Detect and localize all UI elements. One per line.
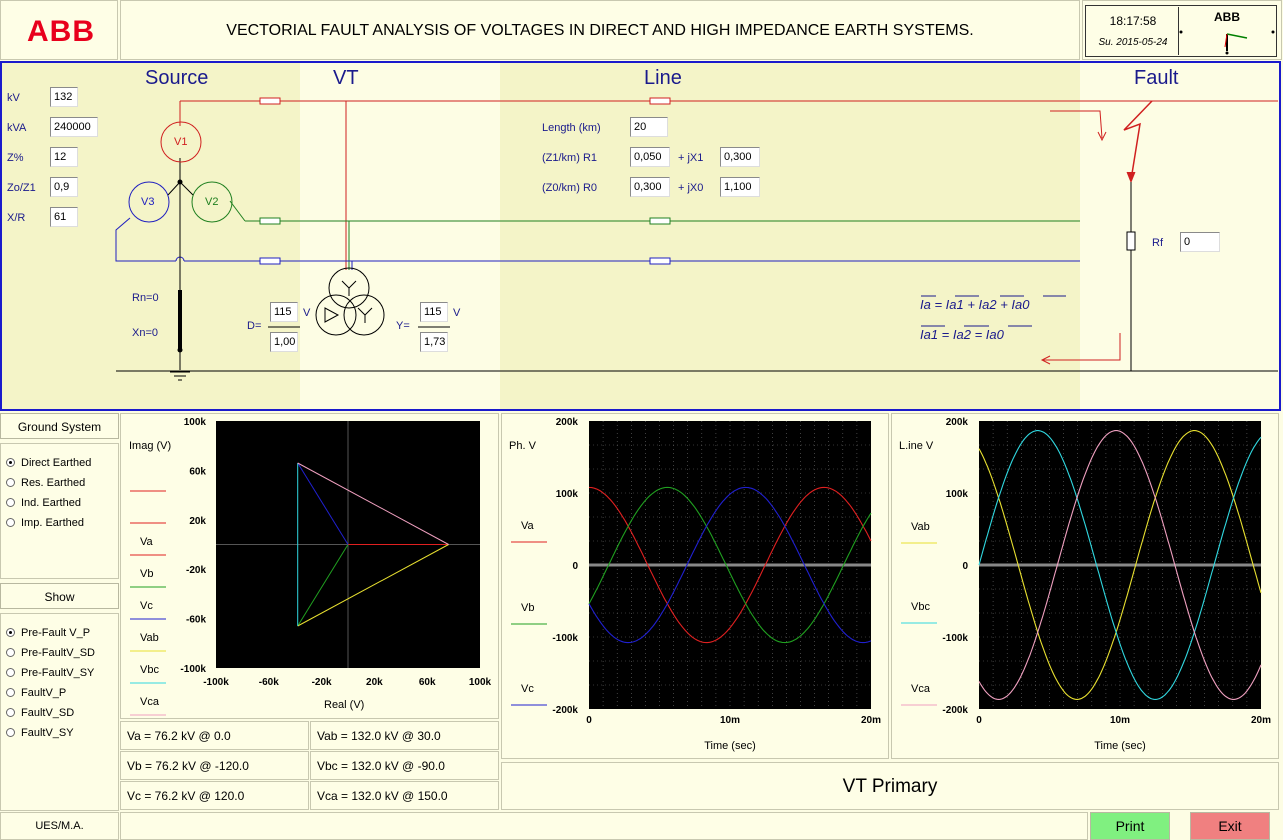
vt-y-label: Y= [396,320,410,332]
radio-label: Pre-Fault V_P [21,627,91,639]
line-length-label: Length (km) [542,122,601,134]
jx0-label: + jX0 [678,182,704,194]
legend-label-vca: Vca [140,696,159,708]
radio-dot [6,728,15,737]
radio-label: FaultV_SY [21,727,74,739]
readout-vb: Vb = 76.2 kV @ -120.0 [120,751,309,780]
wave-ytick-label: 0 [572,561,578,572]
ground-system-header: Ground System [0,413,119,439]
print-button[interactable]: Print [1090,812,1170,840]
current-equation-1: Ia = Ia1 + Ia2 + Ia0 [920,297,1030,312]
wave-legend-label-vab: Vab [911,521,930,533]
radio-dot [6,498,15,507]
legend-label-vbc: Vbc [140,664,159,676]
wave-legend-label-vc: Vc [521,683,534,695]
kv-input[interactable]: 132 [50,87,78,107]
radio-prefault-vsd[interactable] [6,647,95,659]
radio-label: Pre-FaultV_SD [21,647,95,659]
radio-fault-vp[interactable] [6,687,66,699]
credit-label: UES/M.A. [35,820,84,832]
legend-label-va: Va [140,536,153,548]
kva-input[interactable]: 240000 [50,117,98,137]
wave-ylabel: Ph. V [509,440,536,452]
legend-label-vb: Vb [140,568,154,580]
radio-fault-vsy[interactable] [6,727,74,739]
wave-ytick-label: 0 [962,561,968,572]
radio-dot [6,688,15,697]
vt-y-denominator-input[interactable]: 1,73 [420,332,448,352]
wave-xlabel: Time (sec) [704,740,756,752]
wave-legend-label-vbc: Vbc [911,601,930,613]
phasor-ytick-label: -100k [180,664,206,675]
legend-label-vc: Vc [140,600,153,612]
radio-dot [6,628,15,637]
phasor-xtick-label: 60k [418,677,436,688]
phasor-xtick-label: 100k [468,677,492,688]
wave-ytick-label: 100k [555,489,578,500]
readout-vbc: Vbc = 132.0 kV @ -90.0 [310,751,499,780]
radio-dot [6,518,15,527]
vt-y-unit: V [453,307,461,319]
radio-label: Pre-FaultV_SY [21,667,95,679]
time-display: 18:17:58 [1109,14,1157,28]
wave-ytick-label: 100k [945,489,968,500]
readout-vc: Vc = 76.2 kV @ 120.0 [120,781,309,810]
line-z1-label: (Z1/km) R1 [542,152,597,164]
generator-v1: V1 [174,136,188,148]
vt-y-numerator-input[interactable]: 115 [420,302,448,322]
phasor-xtick-label: -20k [311,677,332,688]
vt-d-numerator-input[interactable]: 115 [270,302,298,322]
section-line-title: Line [644,67,682,89]
param-label-kv: kV [7,92,20,104]
radio-label: Res. Earthed [21,477,86,489]
xn-label: Xn=0 [132,327,158,339]
radio-dot [6,708,15,717]
param-label-zo-z1: Zo/Z1 [7,182,36,194]
radio-fault-vsd[interactable] [6,707,74,719]
wave-xtick-label: 0 [976,715,982,726]
section-fault-title: Fault [1134,67,1179,89]
page-title: VECTORIAL FAULT ANALYSIS OF VOLTAGES IN DIRECT AND HIGH IMPEDANCE EARTH SYSTEMS. [226,22,974,39]
wave-ylabel: L.ine V [899,440,934,452]
phase-voltage-chart [501,413,889,759]
abb-logo: ABB [27,15,95,48]
radio-dot [6,668,15,677]
radio-prefault-vsy[interactable] [6,667,94,679]
r0-input[interactable]: 0,300 [630,177,670,197]
phasor-ytick-label: 20k [189,515,206,527]
param-label-xr: X/R [7,212,26,224]
x1-input[interactable]: 0,300 [720,147,760,167]
wave-xlabel: Time (sec) [1094,740,1146,752]
radio-imp-earthed[interactable] [6,517,84,529]
line-z0-label: (Z0/km) R0 [542,182,597,194]
wave-ytick-label: 200k [945,417,968,428]
xr-input[interactable]: 61 [50,207,78,227]
x0-input[interactable]: 1,100 [720,177,760,197]
wave-xtick-label: 0 [586,715,592,726]
wave-ytick-label: -100k [942,633,968,644]
phasor-xtick-label: -60k [258,677,279,688]
vt-d-denominator-input[interactable]: 1,00 [270,332,298,352]
r1-input[interactable]: 0,050 [630,147,670,167]
phasor-ytick-label: 60k [189,466,206,478]
generator-v3: V3 [141,196,155,208]
radio-dot [6,478,15,487]
phasor-ytick-label: 100k [183,417,206,428]
readout-vab: Vab = 132.0 kV @ 30.0 [310,721,499,750]
section-vt-title: VT [333,67,359,89]
radio-res-earthed[interactable] [6,477,85,489]
generator-v2: V2 [205,196,219,208]
radio-direct-earthed[interactable] [6,457,91,469]
wave-xtick-label: 10m [1109,715,1131,726]
phasor-ytick-label: -20k [185,565,206,577]
wave-xtick-label: 20m [1250,715,1272,726]
wave-ytick-label: 200k [555,417,578,428]
phasor-xtick-label: 20k [366,677,383,688]
line-length-input[interactable]: 20 [630,117,668,137]
radio-label: Direct Earthed [21,457,92,469]
phasor-xtick-label: -100k [203,677,229,688]
status-bar [120,812,1088,840]
rf-input[interactable]: 0 [1180,232,1220,252]
line-voltage-chart [891,413,1279,759]
readout-vca: Vca = 132.0 kV @ 150.0 [310,781,499,810]
clock-logo: ABB [1214,10,1240,24]
z-percent-input[interactable]: 12 [50,147,78,167]
wave-xtick-label: 20m [860,715,882,726]
current-equation-2: Ia1 = Ia2 = Ia0 [920,327,1004,342]
wave-legend-label-vb: Vb [521,602,535,614]
phasor-chart [120,413,499,719]
radio-dot [6,648,15,657]
wave-ytick-label: -200k [942,705,968,716]
rf-label: Rf [1152,237,1163,249]
legend-label-vab: Vab [140,632,159,644]
vt-d-label: D= [247,320,262,332]
wave-legend-label-vca: Vca [911,683,930,695]
jx1-label: + jX1 [678,152,704,164]
wave-ytick-label: -200k [552,705,578,716]
phasor-xlabel: Real (V) [324,699,365,711]
wave-ytick-label: -100k [552,633,578,644]
wave-legend-label-va: Va [521,520,534,532]
radio-label: FaultV_SD [21,707,75,719]
zo-z1-input[interactable]: 0,9 [50,177,78,197]
radio-label: Imp. Earthed [21,517,84,529]
vt-primary-label: VT Primary [842,776,938,797]
rn-label: Rn=0 [132,292,159,304]
readout-va: Va = 76.2 kV @ 0.0 [120,721,309,750]
vt-d-unit: V [303,307,311,319]
radio-label: Ind. Earthed [21,497,81,509]
radio-prefault-vp[interactable] [6,627,90,639]
phasor-ylabel: Imag (V) [129,440,172,452]
radio-label: FaultV_P [21,687,67,699]
param-label-z: Z% [7,152,24,164]
section-source-title: Source [145,67,209,89]
exit-button[interactable]: Exit [1190,812,1270,840]
param-label-kva: kVA [7,122,27,134]
date-display: Su. 2015-05-24 [1098,37,1168,48]
radio-ind-earthed[interactable] [6,497,81,509]
phasor-ytick-label: -60k [185,614,206,626]
wave-xtick-label: 10m [719,715,741,726]
radio-dot [6,458,15,467]
show-header: Show [0,583,119,609]
